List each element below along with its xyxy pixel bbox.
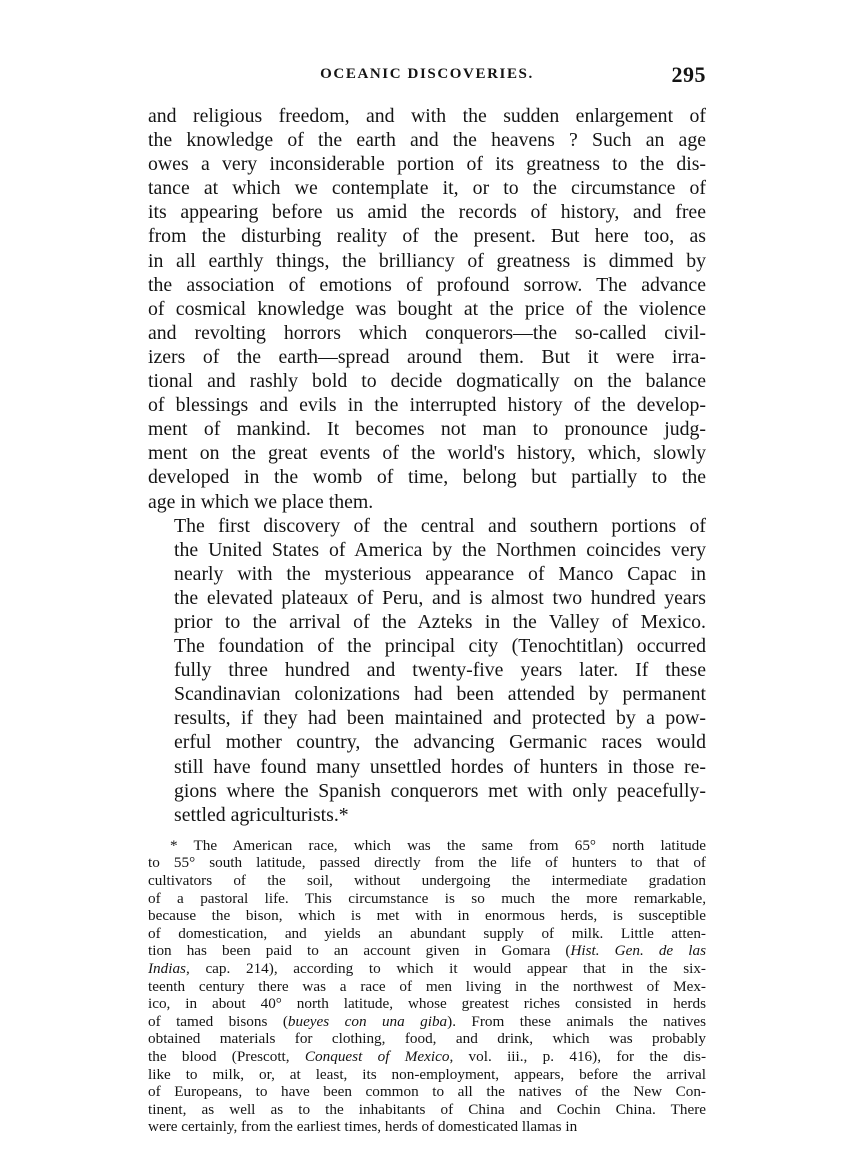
text-line: and religious freedom, and with the sudden enlargement of [148,105,706,127]
text-line: in all earthly things, the brilliancy of greatness is dimmed by [148,249,706,272]
text-line: ment on the great events of the world's history, which, slowly [148,442,706,465]
text-line: nearly with the mysterious appearance of Manco Capac in [174,562,706,585]
text-line: of cosmical knowledge was bought at the price of the violence [148,297,706,320]
text-line: tional and rashly bold to decide dogmatically on the balance [148,370,706,393]
running-head [148,62,706,90]
text-line: like to milk, or, at least, its non-employment, appears, before the arrival [148,1065,706,1083]
text-line: tinent, as well as to the inhabitants of China and Cochin China. There [148,1100,706,1118]
text-line: erful mother country, the advancing Germanic races would [174,731,706,754]
text-line: developed in the womb of time, belong but partially to the [148,466,706,489]
text-line: tance at which we contemplate it, or to the circumstance of [148,177,706,200]
book-page [148,62,706,1136]
text-line: were certainly, from the earliest times, herds of domesticated llamas in [148,1118,578,1136]
text-line: and revolting horrors which conquerors—the so-called civil- [148,321,706,344]
text-line: the knowledge of the earth and the heavens ? Such an age [148,129,706,152]
body-text [148,104,706,827]
page-number: 295 [671,62,706,87]
text-line: * The American race, which was the same from 65° north latitude [170,836,706,854]
text-line: of domestication, and yields an abundant supply of milk. Little atten- [148,924,706,942]
text-line: age in which we place them. [148,490,374,513]
text-line: its appearing before us amid the records of history, and free [148,201,706,224]
text-line: cultivators of the soil, without undergoing the intermediate gradation [148,872,706,889]
text-line: ico, in about 40° north latitude, whose greatest riches consisted in herds [148,995,706,1013]
text-line: ment of mankind. It becomes not man to pronounce judg- [148,418,706,441]
text-line: of blessings and evils in the interrupted history of the develop- [148,394,706,417]
text-line: still have found many unsettled hordes of hunters in those re- [174,755,706,778]
text-line: teenth century there was a race of men living in the northwest of Mex- [148,977,706,995]
text-line: obtained materials for clothing, food, and drink, which was probably [148,1030,706,1048]
text-line: prior to the arrival of the Azteks in the Valley of Mexico. [174,610,706,633]
text-line: the blood (Prescott, Conquest of Mexico, vol. iii., p. 416), for the dis- [148,1047,707,1065]
text-line: the association of emotions of profound sorrow. The advance [148,273,706,296]
text-line: the elevated plateaux of Peru, and is almost two hundred years [174,586,706,609]
text-line: to 55° south latitude, passed directly from the life of hunters to that of [148,854,706,872]
running-title: OCEANIC DISCOVERIES. [320,66,534,82]
text-line: fully three hundred and twenty-five years later. If these [174,659,706,682]
text-line: of Europeans, to have been common to all the natives of the New Con- [148,1083,706,1101]
paragraph [148,514,706,827]
text-line: of a pastoral life. This circumstance is so much the more remarkable, [148,889,706,907]
text-line: gions where the Spanish conquerors met with only peacefully- [174,779,706,802]
text-line: of tamed bisons (bueyes con una giba). From these animals the natives [148,1012,706,1030]
text-line: Indias, cap. 214), according to which it would appear that in the six- [148,959,706,977]
paragraph [148,104,706,514]
text-line: settled agriculturists.* [174,803,349,826]
text-line: tion has been paid to an account given in Gomara (Hist. Gen. de las [148,942,706,960]
text-line: from the disturbing reality of the present. But here too, as [148,225,706,248]
text-line: owes a very inconsiderable portion of its greatness to the dis- [148,153,706,176]
footnote [148,837,706,1136]
text-line: Scandinavian colonizations had been attended by permanent [174,683,706,706]
text-line: The first discovery of the central and southern portions of [174,514,706,537]
text-line: because the bison, which is met with in enormous herds, is susceptible [148,907,706,925]
text-line: results, if they had been maintained and protected by a pow- [174,707,706,730]
text-line: the United States of America by the Northmen coincides very [174,538,706,561]
text-line: izers of the earth—spread around them. But it were irra- [148,345,706,368]
text-line: The foundation of the principal city (Tenochtitlan) occurred [174,635,706,658]
